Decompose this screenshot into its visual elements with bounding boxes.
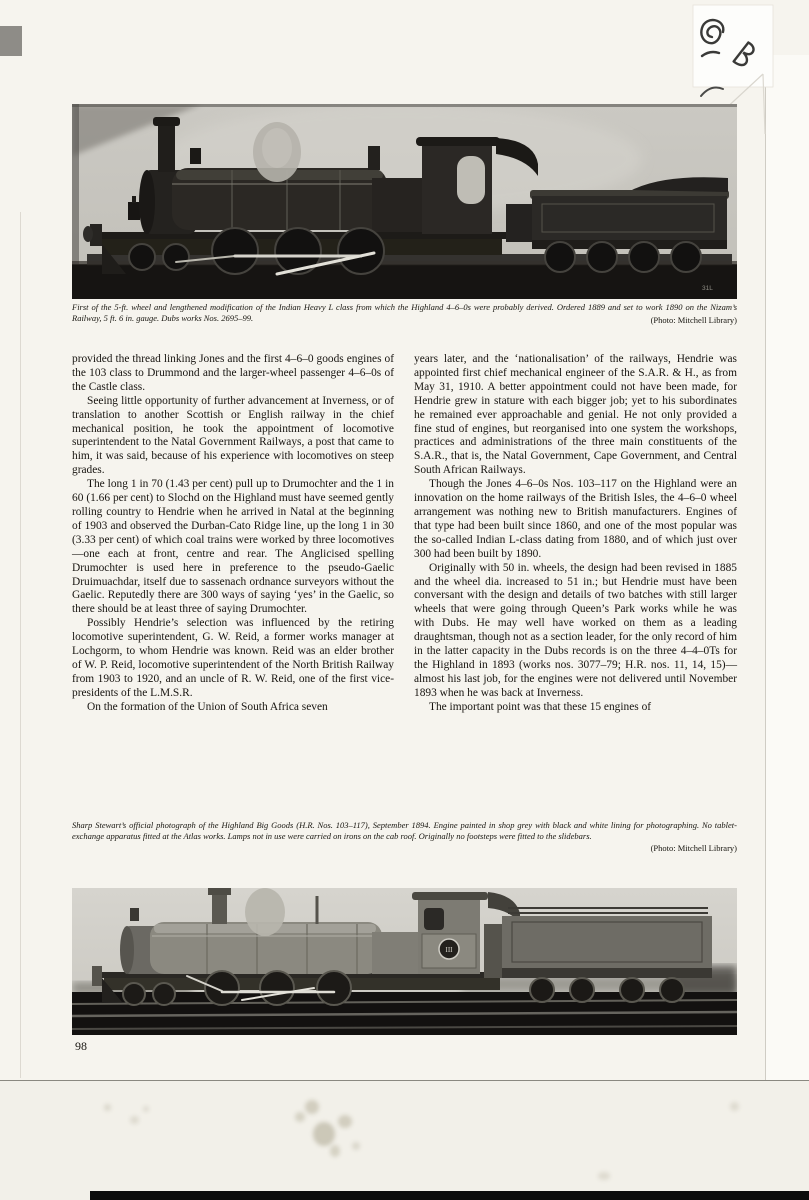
stain-mark — [104, 1104, 111, 1111]
body-paragraph: Possibly Hendrie’s selection was influenced by the retiring locomotive superintendent, G. W. Reid, a former works manager at Lochgorm, to whom Hendrie was known. Reid was an elder brother of W. P. Reid, locomotive superintendent of the North British Railway from 1903 to 1920, and an uncle of R. W. Reid, one of the first vice-presidents of the L.M.S.R. — [72, 617, 394, 699]
scan-shadow-bar — [90, 1191, 809, 1200]
stain-mark — [338, 1115, 352, 1128]
locomotive-photo-bottom-image — [72, 888, 737, 1035]
stain-mark — [352, 1142, 360, 1150]
caption-text: Sharp Stewart’s official photograph of the Highland Big Goods (H.R. Nos. 103–117), September 1894. Engine painted in shop grey with black and white lining for photographing. No tablet-exchange apparatus fitted at the Atlas works. Lamps not in use were carried on irons on the cab roof. Originally no footsteps were fitted to the slidebars. — [72, 820, 737, 841]
stain-mark — [130, 1116, 139, 1124]
stain-mark — [730, 1102, 739, 1111]
photo-caption-top — [72, 302, 737, 326]
photo-credit: (Photo: Mitchell Library) — [650, 843, 737, 854]
body-paragraph: years later, and the ‘nationalisation’ of the railways, Hendrie was appointed first chief mechanical engineer of the S.A.R. & H., as from May 31, 1910. A better appointment could not have been made, for Hendrie grew in stature with each bigger job; yet to his subordinates he remained ever approachable and genial. He not only provided a fine stud of engines, but reorganised into one system the workshops, practices and administrations of the three main constituents of the S.A.R., that is, the Natal Government, Cape Government, and Central South African Railways. — [414, 353, 737, 477]
body-paragraph: The long 1 in 70 (1.43 per cent) pull up to Drumochter and the 1 in 60 (1.66 per cent) to Slochd on the Highland must have seemed gently rolling country to Hendrie when he arrived in Natal at the beginning of 1903 and observed the Durban-Cato Ridge line, up the long 1 in 30 (3.33 per cent) of which coal trains were worked by three locomotives—one each at front, centre and rear. The Anglicised spelling Drumochter is used here in preference to the pseudo-Gaelic Druimuachdar, itself due to sassenach ordnance surveyors without the Gaelic. Reputedly there are 300 ways of saying ‘yes’ in the Gaelic, so there should be at least three of saying Drumochter. — [72, 478, 394, 616]
stain-mark — [305, 1100, 319, 1114]
stain-mark — [143, 1106, 149, 1112]
photo-plate-mark: 31L — [702, 285, 713, 292]
body-column-left — [72, 353, 394, 715]
body-paragraph: Seeing little opportunity of further advancement at Inverness, or of translation to another Scottish or English railway in the chief mechanical position, he took the appointment of locomotive superintendent to the Natal Government Railways, a post that came to him, it was said, because of his experience with locomotives on steep grades. — [72, 394, 394, 477]
body-paragraph: Originally with 50 in. wheels, the design had been revised in 1885 and the wheel dia. increased to 51 in.; but Hendrie must have been conversant with the design and details of two batches with still larger wheels that were going through Queen’s Park works while he was with Dubs. He may well have worked on them as a leading draughtsman, though not as a section leader, for the only record of him in the latter capacity in the Dubs records is on the three 4–4–0Ts for the Highland in 1893 (works nos. 3077–79; H.R. nos. 11, 14, 15)—almost his last job, for the engines were not delivered until November 1893 when he was back at Inverness. — [414, 561, 737, 699]
body-paragraph: On the formation of the Union of South Africa seven — [87, 700, 328, 713]
body-paragraph: Though the Jones 4–6–0s Nos. 103–117 on the Highland were an innovation on the home railways of the British Isles, the 4–6–0 wheel arrangement was nothing new to British manufacturers. Engines of that type had been built since 1860, and one of the most popular was the so-called Indian L-class dating from 1880, and of which just over 300 had been built by 1890. — [414, 478, 737, 560]
stain-mark — [330, 1145, 340, 1157]
stain-mark — [295, 1112, 305, 1122]
underlying-page-edge — [765, 55, 809, 1080]
page-number: 98 — [75, 1039, 87, 1053]
stain-mark — [598, 1172, 610, 1180]
tender-silhouette — [484, 908, 712, 978]
caption-text: First of the 5-ft. wheel and lengthened modification of the Indian Heavy L class from which the Highland 4–6–0s were probably derived. Ordered 1889 and set to work 1890 on the Nizam’s Railway, 5 ft. 6 in. gauge. Dubs works Nos. 2695–99. — [72, 302, 737, 323]
photo-credit: (Photo: Mitchell Library) — [650, 315, 737, 326]
body-paragraph: The important point was that these 15 engines of — [429, 700, 652, 713]
body-paragraph: provided the thread linking Jones and the first 4–6–0 goods engines of the 103 class to Drummond and the larger-wheel passenger 4–6–0s of the Castle class. — [72, 353, 394, 393]
locomotive-photo-top — [72, 104, 737, 299]
locomotive-photo-bottom — [72, 888, 737, 1035]
scan-edge-artifact — [0, 26, 22, 56]
stain-mark — [313, 1122, 335, 1146]
body-column-right — [414, 353, 737, 715]
page-gutter-crease — [20, 212, 21, 1078]
scanner-background — [0, 1080, 809, 1200]
cab-roundel-numeral: III — [445, 946, 453, 954]
locomotive-photo-top-image — [72, 104, 737, 299]
photo-caption-bottom — [72, 820, 737, 854]
